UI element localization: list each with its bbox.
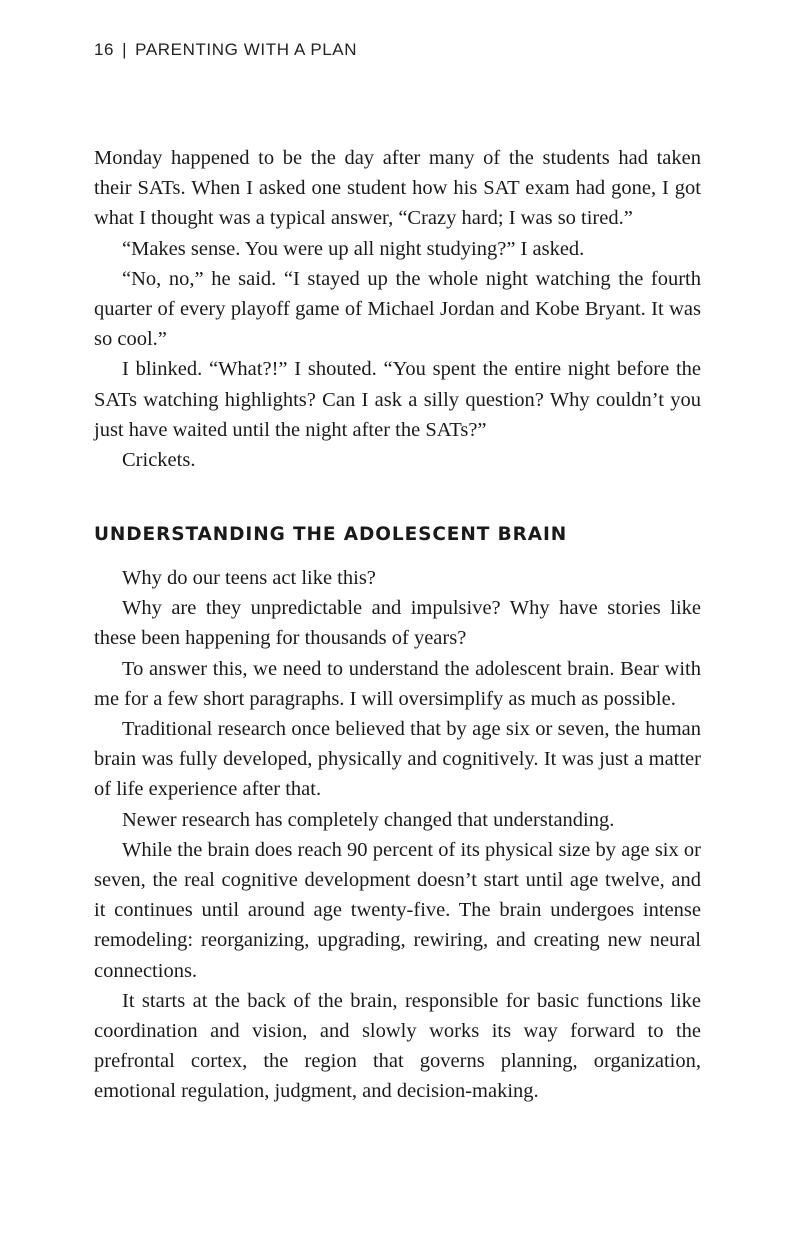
- paragraph: Why do our teens act like this?: [122, 567, 376, 589]
- paragraph: “Makes sense. You were up all night studying?” I asked.: [122, 237, 585, 260]
- running-head-separator: |: [122, 40, 128, 59]
- paragraph: Crickets.: [122, 449, 196, 472]
- page-number: 16: [94, 40, 115, 59]
- body-text-section-1: [94, 143, 701, 475]
- paragraph: It starts at the back of the brain, responsible for basic functions like coordination and vision, and slowly works its way forward to the prefrontal cortex, the region that governs planning, organization, emotional regulation, judgment, and decision-making.: [94, 989, 701, 1103]
- body-text-section-2: [94, 563, 701, 1107]
- running-head: [94, 40, 357, 60]
- paragraph: Monday happened to be the day after many of the students had taken their SATs. When I asked one student how his SAT exam had gone, I got what I thought was a typical answer, “Crazy hard; I was so tired.”: [94, 147, 701, 230]
- paragraph: “No, no,” he said. “I stayed up the whole night watching the fourth quarter of every playoff game of Michael Jordan and Kobe Bryant. It was so cool.”: [94, 267, 701, 351]
- paragraph: Why are they unpredictable and impulsive? Why have stories like these been happening for thousands of years?: [94, 597, 701, 650]
- paragraph: To answer this, we need to understand the adolescent brain. Bear with me for a few short paragraphs. I will oversimplify as much as possible.: [94, 657, 701, 710]
- section-heading: UNDERSTANDING THE ADOLESCENT BRAIN: [94, 524, 568, 545]
- paragraph: While the brain does reach 90 percent of its physical size by age six or seven, the real cognitive development doesn’t start until age twelve, and it continues until around age twenty-five. The brain undergoes intense remodeling: reorganizing, upgrading, rewiring, and creating new neural connections.: [94, 838, 701, 982]
- paragraph: Newer research has completely changed that understanding.: [122, 808, 615, 831]
- paragraph: Traditional research once believed that by age six or seven, the human brain was fully developed, physically and cognitively. It was just a matter of life experience after that.: [94, 718, 701, 801]
- paragraph: I blinked. “What?!” I shouted. “You spent the entire night before the SATs watching highlights? Can I ask a silly question? Why couldn’t you just have waited until the night after the SATs?”: [94, 358, 701, 441]
- running-head-title: PARENTING WITH A PLAN: [135, 40, 358, 59]
